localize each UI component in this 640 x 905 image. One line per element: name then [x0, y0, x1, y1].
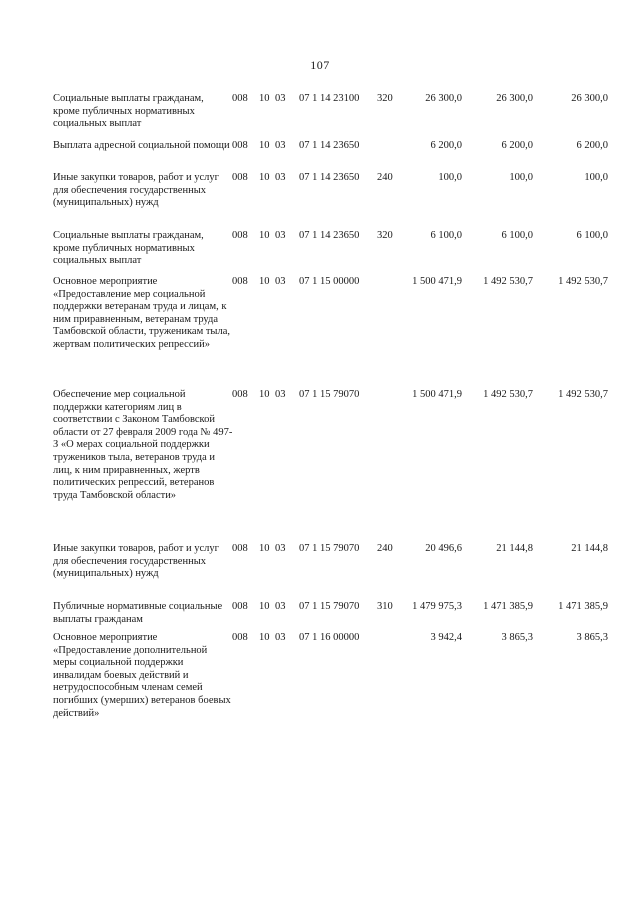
row-subsection-code: 03 — [275, 601, 286, 612]
row-value-year-1: 1 500 471,9 — [412, 389, 462, 400]
row-target-item-code: 07 1 14 23650 — [299, 172, 360, 183]
row-subsection-code: 03 — [275, 230, 286, 241]
row-expense-type-code: 310 — [377, 601, 393, 612]
row-name: Социальные выплаты гражданам, кроме публичных нормативных социальных выплат — [53, 93, 204, 130]
row-value-year-1: 3 942,4 — [430, 632, 462, 643]
row-section-code: 10 — [259, 140, 270, 151]
row-section-code: 10 — [259, 601, 270, 612]
row-subsection-code: 03 — [275, 543, 286, 554]
row-value-year-1: 20 496,6 — [425, 543, 462, 554]
row-ved-code: 008 — [232, 601, 248, 612]
row-subsection-code: 03 — [275, 276, 286, 287]
row-value-year-2: 6 100,0 — [501, 230, 533, 241]
row-target-item-code: 07 1 16 00000 — [299, 632, 360, 643]
row-value-year-3: 26 300,0 — [571, 93, 608, 104]
row-target-item-code: 07 1 15 79070 — [299, 601, 360, 612]
row-ved-code: 008 — [232, 389, 248, 400]
row-target-item-code: 07 1 14 23100 — [299, 93, 360, 104]
row-section-code: 10 — [259, 93, 270, 104]
row-ved-code: 008 — [232, 543, 248, 554]
row-value-year-2: 3 865,3 — [501, 632, 533, 643]
row-ved-code: 008 — [232, 140, 248, 151]
row-name: Публичные нормативные социальные выплаты гражданам — [53, 601, 223, 625]
row-target-item-code: 07 1 15 79070 — [299, 389, 360, 400]
row-ved-code: 008 — [232, 172, 248, 183]
row-value-year-3: 1 471 385,9 — [558, 601, 608, 612]
row-subsection-code: 03 — [275, 172, 286, 183]
row-name: Основное мероприятие «Предоставление дополнительной меры социальной поддержки инвалидам боевых действий и нетрудоспособным членам семей погибших (умерших) ветеранов боевых действий» — [53, 632, 231, 719]
row-subsection-code: 03 — [275, 632, 286, 643]
row-name: Обеспечение мер социальной поддержки категориям лиц в соответствии с Законом Тамбовской области от 27 февраля 2009 года № 497-З «О мерах социальной поддержки тружеников тыла, ветеранов труда и лиц, к ним приравненных, жертв политических репрессий, ветеранов труда Тамбовской области» — [53, 389, 233, 501]
row-value-year-2: 26 300,0 — [496, 93, 533, 104]
row-section-code: 10 — [259, 172, 270, 183]
row-value-year-2: 100,0 — [509, 172, 533, 183]
row-target-item-code: 07 1 15 00000 — [299, 276, 360, 287]
page-number: 107 — [310, 58, 330, 72]
row-subsection-code: 03 — [275, 93, 286, 104]
row-value-year-3: 1 492 530,7 — [558, 389, 608, 400]
row-section-code: 10 — [259, 230, 270, 241]
row-value-year-3: 6 100,0 — [576, 230, 608, 241]
row-value-year-1: 6 200,0 — [430, 140, 462, 151]
row-subsection-code: 03 — [275, 389, 286, 400]
row-expense-type-code: 320 — [377, 93, 393, 104]
row-value-year-1: 1 479 975,3 — [412, 601, 462, 612]
row-name: Иные закупки товаров, работ и услуг для обеспечения государственных (муниципальных) нужд — [53, 172, 219, 209]
row-expense-type-code: 240 — [377, 543, 393, 554]
row-subsection-code: 03 — [275, 140, 286, 151]
row-value-year-2: 6 200,0 — [501, 140, 533, 151]
row-value-year-3: 21 144,8 — [571, 543, 608, 554]
row-value-year-2: 1 492 530,7 — [483, 389, 533, 400]
row-ved-code: 008 — [232, 93, 248, 104]
row-target-item-code: 07 1 14 23650 — [299, 140, 360, 151]
row-value-year-1: 1 500 471,9 — [412, 276, 462, 287]
row-target-item-code: 07 1 14 23650 — [299, 230, 360, 241]
row-target-item-code: 07 1 15 79070 — [299, 543, 360, 554]
row-ved-code: 008 — [232, 632, 248, 643]
row-section-code: 10 — [259, 632, 270, 643]
row-name: Социальные выплаты гражданам, кроме публичных нормативных социальных выплат — [53, 230, 204, 267]
row-expense-type-code: 320 — [377, 230, 393, 241]
row-section-code: 10 — [259, 543, 270, 554]
row-value-year-1: 100,0 — [438, 172, 462, 183]
row-name: Иные закупки товаров, работ и услуг для обеспечения государственных (муниципальных) нужд — [53, 543, 219, 580]
row-ved-code: 008 — [232, 230, 248, 241]
row-value-year-2: 21 144,8 — [496, 543, 533, 554]
row-value-year-2: 1 492 530,7 — [483, 276, 533, 287]
row-value-year-3: 100,0 — [584, 172, 608, 183]
row-name: Выплата адресной социальной помощи — [53, 140, 230, 151]
row-value-year-2: 1 471 385,9 — [483, 601, 533, 612]
row-value-year-3: 3 865,3 — [576, 632, 608, 643]
row-value-year-1: 6 100,0 — [430, 230, 462, 241]
row-section-code: 10 — [259, 276, 270, 287]
row-expense-type-code: 240 — [377, 172, 393, 183]
row-value-year-3: 1 492 530,7 — [558, 276, 608, 287]
row-name: Основное мероприятие «Предоставление мер социальной поддержки ветеранам труда и лицам, к ним приравненным, ветеранам труда Тамбовской области, труженикам тыла, жертвам политических репрессий» — [53, 276, 231, 350]
row-value-year-3: 6 200,0 — [576, 140, 608, 151]
row-ved-code: 008 — [232, 276, 248, 287]
row-section-code: 10 — [259, 389, 270, 400]
row-value-year-1: 26 300,0 — [425, 93, 462, 104]
